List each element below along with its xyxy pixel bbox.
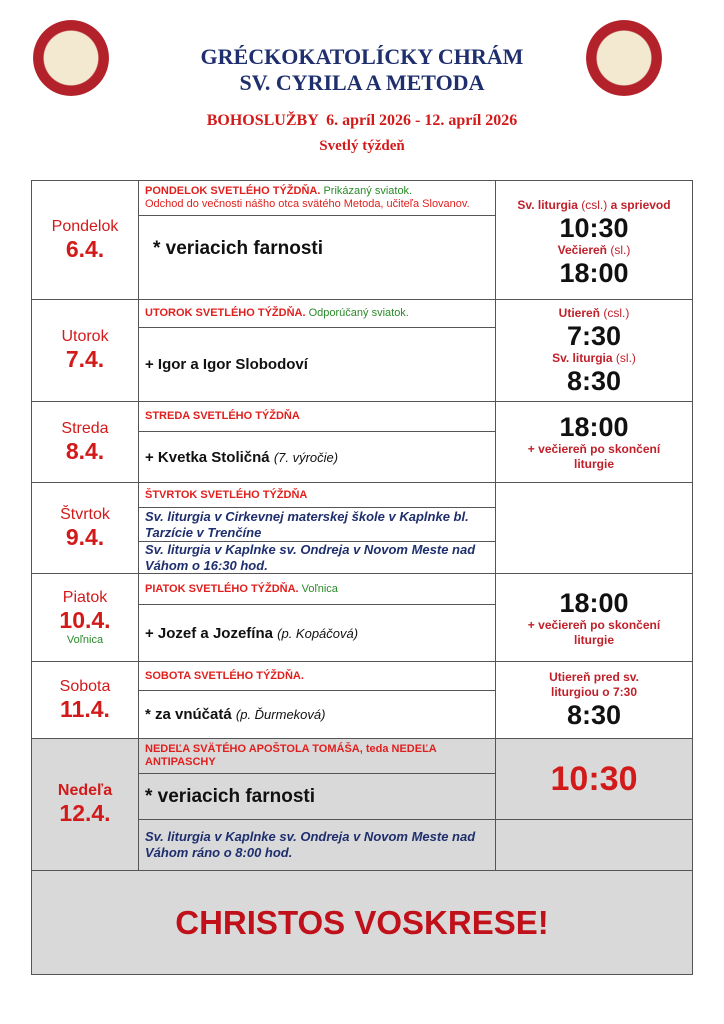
day-name: Piatok: [62, 589, 108, 606]
footer-text: CHRISTOS VOSKRESE!: [175, 903, 549, 941]
service-time: 7:30: [566, 320, 622, 351]
feast-title: UTOROK SVETLÉHO TÝŽDŇA.: [145, 307, 306, 319]
day-saturday: [31, 661, 139, 739]
intention-text: + Kvetka Stoličná: [145, 448, 270, 466]
day-friday: [31, 573, 139, 662]
sunday-liturgy: [138, 819, 496, 871]
thursday-liturgy-1: [138, 507, 496, 542]
service-time: 8:30: [566, 700, 622, 730]
service-sub: (csl.): [581, 198, 608, 212]
service-note: + večiereň po skončení liturgie: [527, 442, 661, 471]
intention-text: * veriacich farnosti: [145, 785, 316, 807]
day-date: 11.4.: [60, 695, 110, 722]
feast-tuesday: [138, 299, 496, 328]
feast-sunday: [138, 738, 496, 774]
service-time: 10:30: [550, 760, 638, 798]
service-note: + večiereň po skončení liturgie: [527, 617, 661, 647]
day-date: 8.4.: [65, 437, 105, 464]
times-saturday: [495, 661, 693, 739]
service-sub: (sl.): [610, 243, 631, 257]
intention-text: * veriacich farnosti: [153, 238, 324, 259]
day-name: Streda: [61, 419, 109, 437]
feast-saturday: [138, 661, 496, 691]
intention-monday: [138, 215, 496, 300]
feast-monday: [138, 180, 496, 216]
intention-note: (p. Ďurmeková): [235, 707, 326, 722]
intention-text: * za vnúčatá: [145, 706, 232, 723]
intention-friday: [138, 604, 496, 662]
service-sub: (csl.): [603, 305, 630, 320]
feast-title: SOBOTA SVETLÉHO TÝŽDŇA.: [145, 669, 304, 682]
intention-text: + Jozef a Jozefína: [145, 624, 273, 642]
times-thursday: [495, 482, 693, 574]
times-monday: [495, 180, 693, 300]
day-date: 10.4.: [59, 607, 111, 633]
day-sub: Voľnica: [66, 634, 104, 646]
title-line-1: GRÉCKOKATOLÍCKY CHRÁM: [200, 44, 524, 69]
day-name: Sobota: [59, 677, 111, 695]
service-label: Sv. liturgia: [552, 350, 613, 365]
intention-tuesday: [138, 327, 496, 402]
service-time: 8:30: [566, 365, 622, 396]
intention-note: (p. Kopáčová): [277, 625, 359, 641]
service-time: 18:00: [559, 258, 629, 288]
day-date: 12.4.: [59, 800, 111, 826]
times-wednesday: [495, 401, 693, 483]
week-name: Svetlý týždeň: [319, 138, 405, 154]
feast-note: Odporúčaný sviatok.: [308, 307, 409, 319]
service-label: Utiereň: [558, 305, 600, 320]
feast-thursday: [138, 482, 496, 508]
intention-saturday: [138, 690, 496, 739]
thursday-liturgy-2: [138, 541, 496, 574]
day-monday: [31, 180, 139, 300]
times-tuesday: [495, 299, 693, 402]
day-name: Utorok: [61, 328, 109, 345]
feast-title: STREDA SVETLÉHO TÝŽDŇA: [145, 410, 300, 422]
feast-title: PONDELOK SVETLÉHO TÝŽDŇA.: [145, 185, 321, 197]
feast-title: ŠTVRTOK SVETLÉHO TÝŽDŇA: [145, 488, 308, 501]
service-label: Utiereň pred sv. liturgiou o 7:30: [549, 670, 639, 699]
service-sub: (sl.): [615, 350, 636, 365]
times-sunday-empty: [495, 819, 693, 871]
service-label: Večiereň: [557, 243, 608, 257]
feast-note: Prikázaný sviatok.: [323, 185, 413, 197]
day-sunday: [31, 738, 139, 871]
intention-wednesday: [138, 431, 496, 483]
services-dates: BOHOSLUŽBY 6. apríl 2026 - 12. apríl 2026: [206, 112, 518, 129]
day-thursday: [31, 482, 139, 574]
title-line-2: SV. CYRILA A METODA: [239, 70, 485, 95]
service-label-2: a sprievod: [610, 198, 671, 212]
intention-note: (7. výročie): [273, 449, 339, 465]
service-label: Sv. liturgia: [517, 198, 578, 212]
feast-note: Voľnica: [301, 582, 338, 595]
feast-friday: [138, 573, 496, 605]
feast-extra: Odchod do večnosti nášho otca svätého Metoda, učiteľa Slovanov.: [145, 198, 470, 210]
times-sunday: [495, 738, 693, 820]
footer-banner: [31, 870, 693, 975]
service-time: 10:30: [559, 213, 629, 243]
feast-title: NEDEĽA SVÄTÉHO APOŠTOLA TOMÁŠA, teda NEDEĽA ANTIPASCHY: [145, 743, 437, 768]
day-date: 9.4.: [65, 523, 105, 550]
day-name: Nedeľa: [57, 782, 113, 799]
intention-text: + Igor a Igor Slobodoví: [145, 356, 308, 373]
day-name: Štvrtok: [60, 505, 110, 523]
day-date: 7.4.: [65, 346, 105, 372]
service-time: 18:00: [559, 412, 629, 442]
day-wednesday: [31, 401, 139, 483]
times-friday: [495, 573, 693, 662]
liturgy-note: Sv. liturgia v Kaplnke sv. Ondreja v Novom Meste nad Váhom o 16:30 hod.: [145, 541, 476, 573]
day-date: 6.4.: [65, 235, 105, 262]
feast-wednesday: [138, 401, 496, 432]
service-time: 18:00: [559, 587, 629, 618]
day-tuesday: [31, 299, 139, 402]
day-name: Pondelok: [51, 217, 119, 235]
liturgy-note: Sv. liturgia v Kaplnke sv. Ondreja v Novom Meste nad Váhom ráno o 8:00 hod.: [145, 829, 476, 860]
feast-title: PIATOK SVETLÉHO TÝŽDŇA.: [145, 582, 299, 595]
liturgy-note: Sv. liturgia v Cirkevnej materskej škole v Kaplnke bl. Tarzície v Trenčíne: [145, 508, 469, 540]
intention-sunday: [138, 773, 496, 820]
